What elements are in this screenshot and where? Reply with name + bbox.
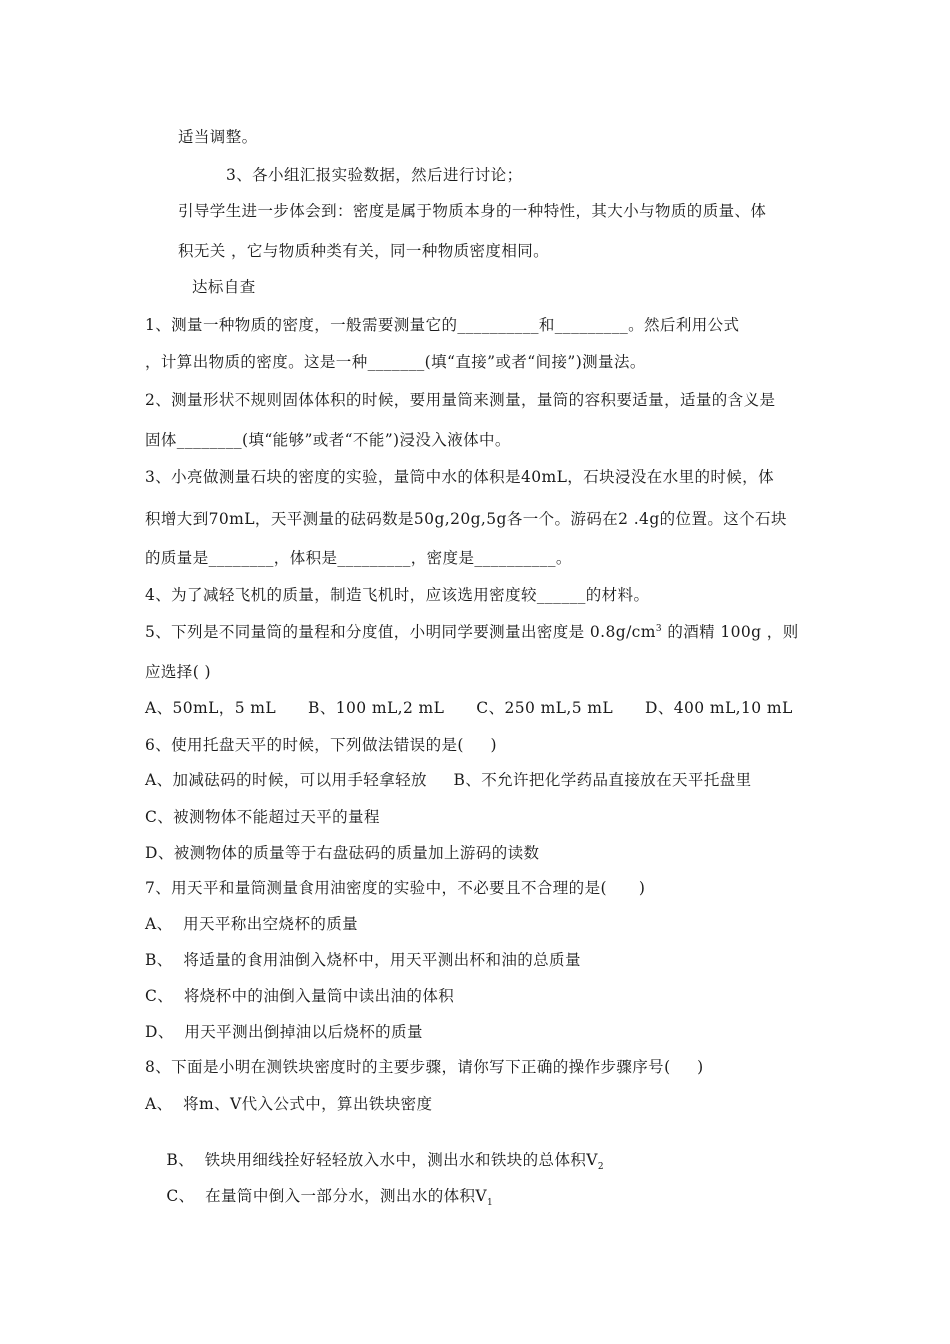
question-5-cont: 应选择( ) [145,663,211,681]
question-2: 2、测量形状不规则固体体积的时候，要用量筒来测量，量筒的容积要适量，适量的含义是 [145,391,776,409]
question-7: 7、用天平和量筒测量食用油密度的实验中，不必要且不合理的是( ) [145,879,646,897]
question-1: 1、测量一种物质的密度，一般需要测量它的__________和_________。然后利用公式 [145,316,740,334]
question-5 [145,622,799,642]
question-3-cont: 积增大到70mL，天平测量的砝码数是50g,20g,5g各一个。游码在2 .4g的位置。这个石块 [145,510,787,528]
question-3-cont2: 的质量是________，体积是_________，密度是__________。 [145,549,572,567]
question-8-option-c-text: C、 在量筒中倒入一部分水，测出水的体积V [166,1187,488,1205]
question-5-text: 5、下列是不同量筒的量程和分度值，小明同学要测量出密度是 0.8g/cm [145,623,656,641]
subscript: 2 [597,1162,604,1173]
question-7-option-b: B、 将适量的食用油倒入烧杯中，用天平测出杯和油的总质量 [145,951,581,969]
question-7-option-c: C、 将烧杯中的油倒入量筒中读出油的体积 [145,987,455,1005]
question-3: 3、小亮做测量石块的密度的实验，量筒中水的体积是40mL，石块浸没在水里的时候，体 [145,468,774,486]
question-8-option-c [145,1166,493,1226]
question-8-option-a: A、 将m、V代入公式中，算出铁块密度 [145,1095,433,1113]
text-line: 适当调整。 [178,128,258,146]
question-7-option-a: A、 用天平称出空烧杯的质量 [145,915,359,933]
question-6-option-c: C、被测物体不能超过天平的量程 [145,808,380,826]
question-5-options: A、50mL，5 mL B、100 mL,2 mL C、250 mL,5 mL D、400 mL,10 mL [145,699,793,717]
text-line: 引导学生进一步体会到：密度是属于物质本身的一种特性，其大小与物质的质量、体 [178,202,767,220]
superscript: 3 [655,623,663,634]
question-5-text-end: 的酒精 100g ，则 [662,623,799,641]
section-heading: 达标自查 [192,278,256,296]
question-8: 8、下面是小明在测铁块密度时的主要步骤，请你写下正确的操作步骤序号( ) [145,1058,704,1076]
question-6-options-ab: A、加减砝码的时候，可以用手轻拿轻放 B、不允许把化学药品直接放在天平托盘里 [145,771,752,789]
question-2-cont: 固体________(填“能够”或者“不能”)浸没入液体中。 [145,431,511,449]
question-6: 6、使用托盘天平的时候，下列做法错误的是( ) [145,736,497,754]
question-6-option-d: D、被测物体的质量等于右盘砝码的质量加上游码的读数 [145,844,540,862]
question-4: 4、为了减轻飞机的质量，制造飞机时，应该选用密度较______的材料。 [145,586,650,604]
text-line: 积无关 ，它与物质种类有关，同一种物质密度相同。 [178,242,550,260]
text-line: 3、各小组汇报实验数据，然后进行讨论； [226,166,523,184]
question-1-cont: ，计算出物质的密度。这是一种_______(填“直接”或者“间接”)测量法。 [145,353,646,371]
subscript: 1 [487,1198,494,1209]
question-8-option-b-text: B、 铁块用细线拴好轻轻放入水中，测出水和铁块的总体积V [166,1151,598,1169]
question-7-option-d: D、 用天平测出倒掉油以后烧杯的质量 [145,1023,423,1041]
